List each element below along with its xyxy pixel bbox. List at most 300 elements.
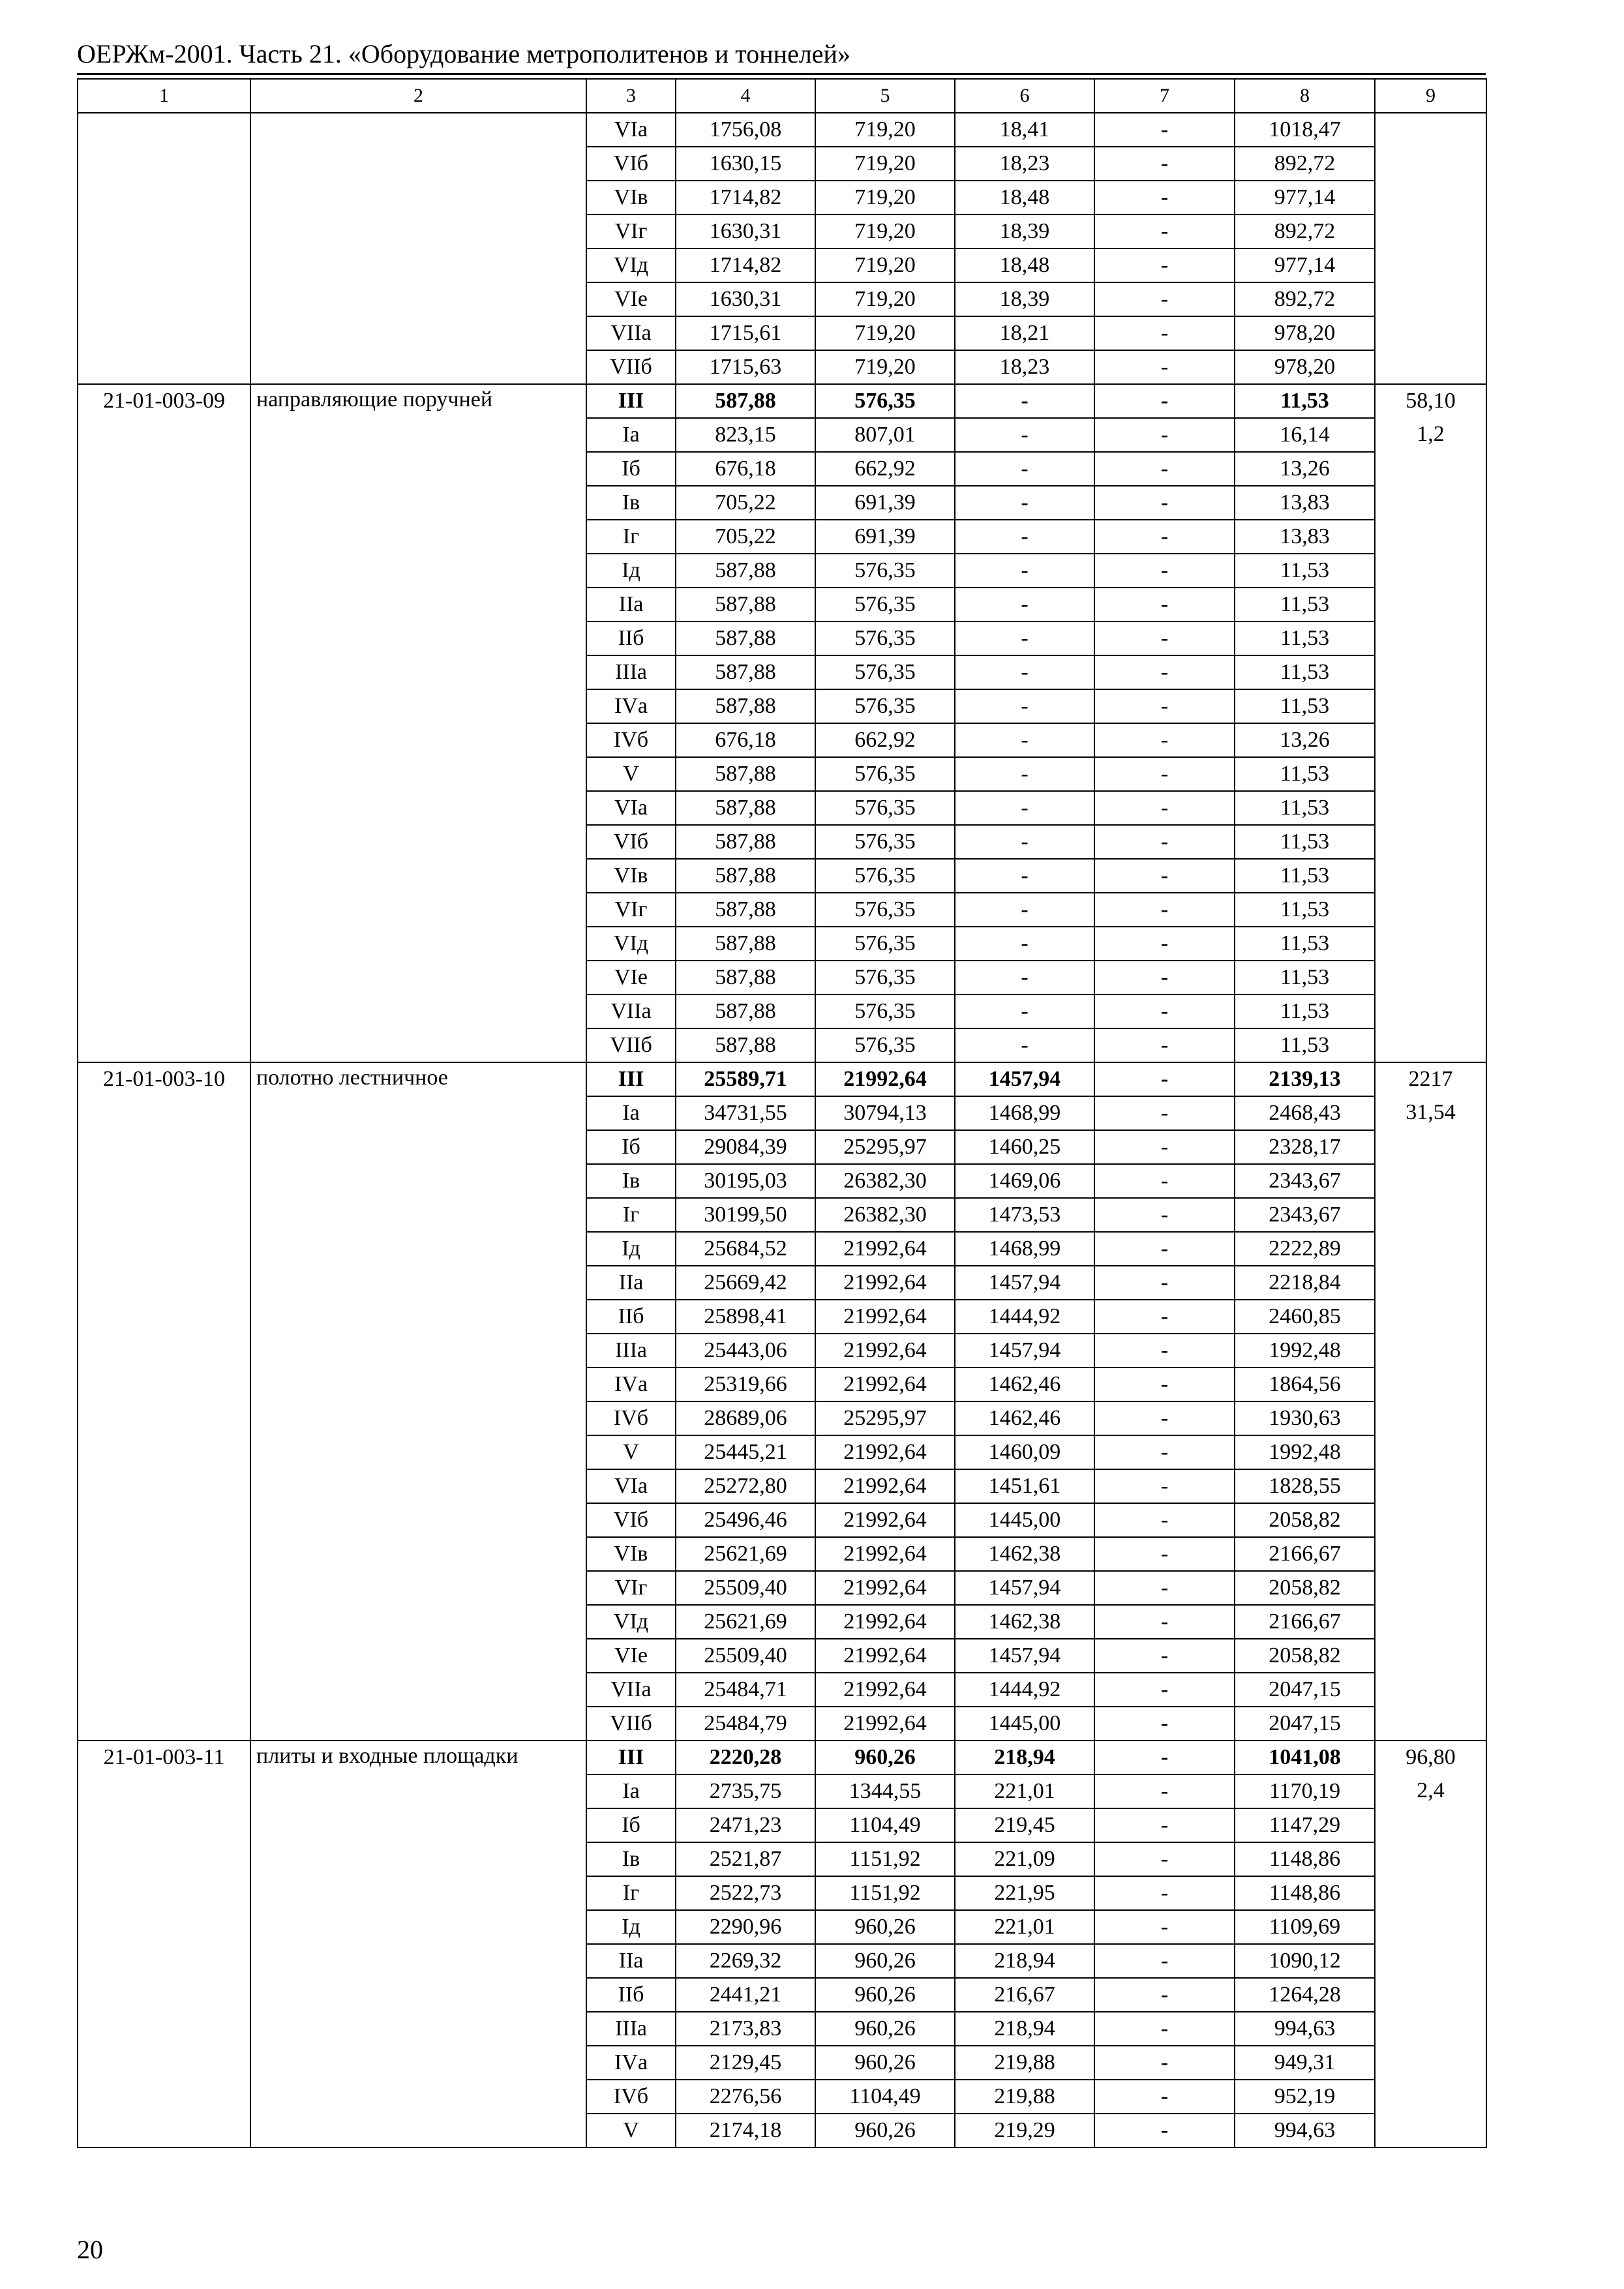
- value-cell: 21992,64: [815, 1469, 955, 1503]
- value-cell: -: [955, 791, 1094, 825]
- value-cell: 219,88: [955, 2080, 1094, 2114]
- zone-cell: III: [586, 1741, 676, 1774]
- value-cell: 2343,67: [1235, 1164, 1375, 1198]
- work-name-cell: плиты и входные площадки: [250, 1741, 586, 2147]
- table-row: [78, 1062, 1486, 1096]
- value-cell: 1109,69: [1235, 1910, 1375, 1944]
- zone-cell: IIа: [586, 1944, 676, 1978]
- column-header: 8: [1235, 79, 1375, 113]
- value-cell: 1828,55: [1235, 1469, 1375, 1503]
- value-cell: -: [1094, 1334, 1235, 1368]
- value-cell: -: [1094, 282, 1235, 316]
- value-cell: -: [1094, 1605, 1235, 1639]
- column-header: 3: [586, 79, 676, 113]
- value-cell: -: [955, 520, 1094, 554]
- value-cell: 1444,92: [955, 1300, 1094, 1334]
- value-cell: -: [1094, 384, 1235, 418]
- value-cell: 1104,49: [815, 2080, 955, 2114]
- zone-cell: VIIб: [586, 1028, 676, 1062]
- zone-cell: IVб: [586, 1401, 676, 1435]
- zone-cell: VIе: [586, 961, 676, 995]
- zone-cell: VIIа: [586, 316, 676, 350]
- work-name-cell: направляющие поручней: [250, 384, 586, 1062]
- value-cell: -: [1094, 655, 1235, 689]
- value-cell: 1457,94: [955, 1639, 1094, 1673]
- value-cell: 21992,64: [815, 1503, 955, 1537]
- value-cell: 576,35: [815, 384, 955, 418]
- value-cell: -: [1094, 113, 1235, 147]
- value-cell: 221,95: [955, 1876, 1094, 1910]
- value-cell: 1715,61: [676, 316, 815, 350]
- value-cell: 587,88: [676, 554, 815, 588]
- value-cell: 21992,64: [815, 1334, 955, 1368]
- value-cell: -: [955, 995, 1094, 1028]
- zone-cell: IVб: [586, 723, 676, 757]
- column-header: 6: [955, 79, 1094, 113]
- value-cell: 18,41: [955, 113, 1094, 147]
- zone-cell: VIв: [586, 859, 676, 893]
- value-cell: 2471,23: [676, 1808, 815, 1842]
- value-cell: 576,35: [815, 893, 955, 927]
- value-cell: -: [1094, 215, 1235, 248]
- value-cell: 1444,92: [955, 1673, 1094, 1707]
- value-cell: 11,53: [1235, 689, 1375, 723]
- value-cell: -: [1094, 2012, 1235, 2046]
- value-cell: 218,94: [955, 2012, 1094, 2046]
- zone-cell: IIIа: [586, 1334, 676, 1368]
- value-cell: 21992,64: [815, 1537, 955, 1571]
- value-cell: -: [955, 757, 1094, 791]
- value-cell: 2460,85: [1235, 1300, 1375, 1334]
- column-9-cell: [1375, 1062, 1486, 1741]
- value-cell: -: [1094, 1774, 1235, 1808]
- value-cell: 1344,55: [815, 1774, 955, 1808]
- value-cell: 18,23: [955, 350, 1094, 384]
- value-cell: -: [1094, 927, 1235, 961]
- value-cell: 25684,52: [676, 1232, 815, 1266]
- value-cell: 2058,82: [1235, 1571, 1375, 1605]
- value-cell: 576,35: [815, 791, 955, 825]
- zone-cell: VIд: [586, 248, 676, 282]
- document-header: ОЕРЖм-2001. Часть 21. «Оборудование метрополитенов и тоннелей»: [77, 39, 850, 68]
- value-cell: 21992,64: [815, 1266, 955, 1300]
- value-cell: 977,14: [1235, 248, 1375, 282]
- value-cell: -: [955, 825, 1094, 859]
- value-cell: -: [955, 1028, 1094, 1062]
- value-cell: -: [955, 384, 1094, 418]
- value-cell: 587,88: [676, 995, 815, 1028]
- value-cell: 2343,67: [1235, 1198, 1375, 1232]
- value-cell: 1041,08: [1235, 1741, 1375, 1774]
- value-cell: 978,20: [1235, 350, 1375, 384]
- value-cell: 1930,63: [1235, 1401, 1375, 1435]
- value-cell: -: [1094, 1130, 1235, 1164]
- zone-cell: VIа: [586, 791, 676, 825]
- value-cell: 25295,97: [815, 1130, 955, 1164]
- value-cell: 1473,53: [955, 1198, 1094, 1232]
- column-9-cell: [1375, 113, 1486, 384]
- value-cell: 587,88: [676, 621, 815, 655]
- value-cell: 576,35: [815, 927, 955, 961]
- column-header: 2: [250, 79, 586, 113]
- value-cell: 587,88: [676, 927, 815, 961]
- value-cell: 11,53: [1235, 655, 1375, 689]
- value-cell: 719,20: [815, 147, 955, 181]
- value-cell: -: [1094, 1096, 1235, 1130]
- value-cell: -: [1094, 350, 1235, 384]
- value-cell: 960,26: [815, 1978, 955, 2012]
- value-cell: 219,29: [955, 2114, 1094, 2147]
- rate-code-cell: 21-01-003-11: [78, 1741, 250, 2147]
- value-cell: 1457,94: [955, 1571, 1094, 1605]
- value-cell: -: [1094, 1741, 1235, 1774]
- value-cell: 1451,61: [955, 1469, 1094, 1503]
- column-9-value: 58,10: [1406, 389, 1456, 413]
- value-cell: 977,14: [1235, 181, 1375, 215]
- value-cell: 1018,47: [1235, 113, 1375, 147]
- column-header: 9: [1375, 79, 1486, 113]
- zone-cell: Iв: [586, 1842, 676, 1876]
- value-cell: 18,48: [955, 181, 1094, 215]
- value-cell: 2218,84: [1235, 1266, 1375, 1300]
- value-cell: 587,88: [676, 791, 815, 825]
- value-cell: 21992,64: [815, 1368, 955, 1401]
- value-cell: 2058,82: [1235, 1639, 1375, 1673]
- zone-cell: VIа: [586, 1469, 676, 1503]
- value-cell: -: [1094, 1469, 1235, 1503]
- value-cell: 2521,87: [676, 1842, 815, 1876]
- value-cell: -: [1094, 1842, 1235, 1876]
- value-cell: 25295,97: [815, 1401, 955, 1435]
- zone-cell: VIб: [586, 147, 676, 181]
- value-cell: 219,45: [955, 1808, 1094, 1842]
- value-cell: 960,26: [815, 2046, 955, 2080]
- value-cell: 21992,64: [815, 1605, 955, 1639]
- value-cell: 2735,75: [676, 1774, 815, 1808]
- value-cell: -: [1094, 1944, 1235, 1978]
- column-header: 5: [815, 79, 955, 113]
- value-cell: 18,23: [955, 147, 1094, 181]
- zone-cell: Iг: [586, 1198, 676, 1232]
- zone-cell: IVа: [586, 689, 676, 723]
- value-cell: 2222,89: [1235, 1232, 1375, 1266]
- zone-cell: Iв: [586, 486, 676, 520]
- zone-cell: Iг: [586, 520, 676, 554]
- rate-code-cell: [78, 113, 250, 384]
- value-cell: -: [1094, 588, 1235, 621]
- value-cell: -: [1094, 147, 1235, 181]
- value-cell: 994,63: [1235, 2114, 1375, 2147]
- zone-cell: Iд: [586, 1910, 676, 1944]
- value-cell: 949,31: [1235, 2046, 1375, 2080]
- value-cell: 13,83: [1235, 520, 1375, 554]
- value-cell: 576,35: [815, 588, 955, 621]
- rate-code-cell: 21-01-003-09: [78, 384, 250, 1062]
- zone-cell: VIIб: [586, 350, 676, 384]
- value-cell: 705,22: [676, 486, 815, 520]
- value-cell: 1992,48: [1235, 1334, 1375, 1368]
- value-cell: 2047,15: [1235, 1707, 1375, 1741]
- value-cell: 30794,13: [815, 1096, 955, 1130]
- zone-cell: VIд: [586, 927, 676, 961]
- value-cell: -: [1094, 1537, 1235, 1571]
- value-cell: 1445,00: [955, 1503, 1094, 1537]
- value-cell: -: [955, 689, 1094, 723]
- value-cell: 1714,82: [676, 248, 815, 282]
- column-header-row: [78, 79, 1486, 113]
- value-cell: 21992,64: [815, 1571, 955, 1605]
- value-cell: 1468,99: [955, 1096, 1094, 1130]
- value-cell: 21992,64: [815, 1673, 955, 1707]
- zone-cell: IVб: [586, 2080, 676, 2114]
- value-cell: 221,01: [955, 1774, 1094, 1808]
- value-cell: 29084,39: [676, 1130, 815, 1164]
- value-cell: 25443,06: [676, 1334, 815, 1368]
- value-cell: -: [1094, 486, 1235, 520]
- zone-cell: IIIа: [586, 2012, 676, 2046]
- value-cell: -: [955, 927, 1094, 961]
- value-cell: 960,26: [815, 1944, 955, 1978]
- value-cell: 960,26: [815, 1741, 955, 1774]
- table-row: [78, 384, 1486, 418]
- value-cell: 1457,94: [955, 1062, 1094, 1096]
- value-cell: 11,53: [1235, 893, 1375, 927]
- value-cell: -: [1094, 1368, 1235, 1401]
- value-cell: 587,88: [676, 961, 815, 995]
- value-cell: 576,35: [815, 1028, 955, 1062]
- zone-cell: Iб: [586, 1808, 676, 1842]
- column-9-value: 1,2: [1417, 421, 1445, 446]
- zone-cell: Iд: [586, 1232, 676, 1266]
- value-cell: 719,20: [815, 113, 955, 147]
- zone-cell: IIа: [586, 588, 676, 621]
- value-cell: -: [1094, 1028, 1235, 1062]
- value-cell: -: [1094, 2046, 1235, 2080]
- value-cell: -: [1094, 621, 1235, 655]
- value-cell: 25272,80: [676, 1469, 815, 1503]
- value-cell: -: [955, 554, 1094, 588]
- value-cell: 1151,92: [815, 1876, 955, 1910]
- value-cell: 11,53: [1235, 791, 1375, 825]
- column-header: 4: [676, 79, 815, 113]
- value-cell: -: [1094, 961, 1235, 995]
- value-cell: 221,01: [955, 1910, 1094, 1944]
- value-cell: 30195,03: [676, 1164, 815, 1198]
- table-row: [78, 113, 1486, 147]
- value-cell: 21992,64: [815, 1639, 955, 1673]
- value-cell: 1462,38: [955, 1537, 1094, 1571]
- table-body: [78, 79, 1486, 2147]
- value-cell: -: [1094, 1266, 1235, 1300]
- value-cell: 719,20: [815, 215, 955, 248]
- value-cell: -: [955, 859, 1094, 893]
- value-cell: 11,53: [1235, 1028, 1375, 1062]
- value-cell: 576,35: [815, 554, 955, 588]
- value-cell: 1151,92: [815, 1842, 955, 1876]
- value-cell: -: [1094, 1639, 1235, 1673]
- value-cell: -: [955, 961, 1094, 995]
- zone-cell: VIв: [586, 1537, 676, 1571]
- value-cell: 576,35: [815, 995, 955, 1028]
- value-cell: 807,01: [815, 418, 955, 452]
- value-cell: -: [955, 893, 1094, 927]
- value-cell: 18,21: [955, 316, 1094, 350]
- value-cell: 2468,43: [1235, 1096, 1375, 1130]
- value-cell: 26382,30: [815, 1198, 955, 1232]
- value-cell: 11,53: [1235, 588, 1375, 621]
- value-cell: 13,26: [1235, 723, 1375, 757]
- value-cell: 18,48: [955, 248, 1094, 282]
- value-cell: 11,53: [1235, 961, 1375, 995]
- value-cell: -: [955, 486, 1094, 520]
- value-cell: -: [1094, 1978, 1235, 2012]
- column-9-value: 31,54: [1406, 1100, 1456, 1124]
- column-9-cell: [1375, 1741, 1486, 2147]
- value-cell: 1460,25: [955, 1130, 1094, 1164]
- value-cell: 1714,82: [676, 181, 815, 215]
- zone-cell: IIб: [586, 1978, 676, 2012]
- value-cell: 892,72: [1235, 282, 1375, 316]
- value-cell: 11,53: [1235, 757, 1375, 791]
- value-cell: 2139,13: [1235, 1062, 1375, 1096]
- value-cell: -: [955, 418, 1094, 452]
- value-cell: 25589,71: [676, 1062, 815, 1096]
- value-cell: -: [1094, 1401, 1235, 1435]
- value-cell: 25509,40: [676, 1639, 815, 1673]
- zone-cell: Iб: [586, 452, 676, 486]
- value-cell: 1445,00: [955, 1707, 1094, 1741]
- value-cell: 978,20: [1235, 316, 1375, 350]
- value-cell: -: [1094, 181, 1235, 215]
- column-header: 1: [78, 79, 250, 113]
- zone-cell: VIа: [586, 113, 676, 147]
- value-cell: 21992,64: [815, 1300, 955, 1334]
- value-cell: -: [955, 655, 1094, 689]
- zone-cell: VIе: [586, 1639, 676, 1673]
- zone-cell: IIб: [586, 621, 676, 655]
- value-cell: 705,22: [676, 520, 815, 554]
- zone-cell: VIг: [586, 215, 676, 248]
- value-cell: 1148,86: [1235, 1842, 1375, 1876]
- value-cell: 11,53: [1235, 995, 1375, 1028]
- value-cell: 216,67: [955, 1978, 1094, 2012]
- value-cell: 576,35: [815, 757, 955, 791]
- value-cell: 11,53: [1235, 621, 1375, 655]
- column-9-cell: [1375, 384, 1486, 1062]
- value-cell: -: [955, 588, 1094, 621]
- value-cell: -: [1094, 2080, 1235, 2114]
- value-cell: 2173,83: [676, 2012, 815, 2046]
- value-cell: 587,88: [676, 689, 815, 723]
- value-cell: 2220,28: [676, 1741, 815, 1774]
- value-cell: -: [1094, 316, 1235, 350]
- zone-cell: VIд: [586, 1605, 676, 1639]
- column-9-value: 2217: [1408, 1067, 1453, 1091]
- value-cell: 1992,48: [1235, 1435, 1375, 1469]
- value-cell: -: [1094, 2114, 1235, 2147]
- value-cell: 28689,06: [676, 1401, 815, 1435]
- zone-cell: IIIа: [586, 655, 676, 689]
- value-cell: 34731,55: [676, 1096, 815, 1130]
- value-cell: 18,39: [955, 282, 1094, 316]
- value-cell: -: [1094, 1910, 1235, 1944]
- value-cell: -: [1094, 1062, 1235, 1096]
- value-cell: 676,18: [676, 723, 815, 757]
- value-cell: 1457,94: [955, 1334, 1094, 1368]
- value-cell: 2166,67: [1235, 1605, 1375, 1639]
- zone-cell: VIв: [586, 181, 676, 215]
- value-cell: 11,53: [1235, 825, 1375, 859]
- value-cell: 952,19: [1235, 2080, 1375, 2114]
- value-cell: 576,35: [815, 689, 955, 723]
- value-cell: 576,35: [815, 825, 955, 859]
- value-cell: 11,53: [1235, 384, 1375, 418]
- value-cell: -: [1094, 418, 1235, 452]
- value-cell: 1462,38: [955, 1605, 1094, 1639]
- value-cell: 1147,29: [1235, 1808, 1375, 1842]
- value-cell: 2441,21: [676, 1978, 815, 2012]
- value-cell: 11,53: [1235, 554, 1375, 588]
- value-cell: 11,53: [1235, 859, 1375, 893]
- value-cell: 25898,41: [676, 1300, 815, 1334]
- value-cell: 25669,42: [676, 1266, 815, 1300]
- value-cell: 25484,79: [676, 1707, 815, 1741]
- value-cell: -: [1094, 1571, 1235, 1605]
- zone-cell: VIб: [586, 825, 676, 859]
- zone-cell: VIб: [586, 1503, 676, 1537]
- value-cell: 21992,64: [815, 1435, 955, 1469]
- value-cell: 1756,08: [676, 113, 815, 147]
- value-cell: -: [1094, 1503, 1235, 1537]
- work-name-cell: [250, 113, 586, 384]
- zone-cell: Iд: [586, 554, 676, 588]
- value-cell: 662,92: [815, 723, 955, 757]
- value-cell: 719,20: [815, 316, 955, 350]
- zone-cell: IVа: [586, 2046, 676, 2080]
- zone-cell: III: [586, 1062, 676, 1096]
- work-name-cell: полотно лестничное: [250, 1062, 586, 1741]
- value-cell: 26382,30: [815, 1164, 955, 1198]
- value-cell: 13,26: [1235, 452, 1375, 486]
- zone-cell: V: [586, 1435, 676, 1469]
- value-cell: 587,88: [676, 825, 815, 859]
- value-cell: -: [1094, 452, 1235, 486]
- value-cell: -: [1094, 520, 1235, 554]
- value-cell: 25319,66: [676, 1368, 815, 1401]
- zone-cell: VIIа: [586, 995, 676, 1028]
- value-cell: 719,20: [815, 350, 955, 384]
- value-cell: 719,20: [815, 181, 955, 215]
- value-cell: 218,94: [955, 1944, 1094, 1978]
- value-cell: 1264,28: [1235, 1978, 1375, 2012]
- value-cell: -: [1094, 1435, 1235, 1469]
- value-cell: 219,88: [955, 2046, 1094, 2080]
- value-cell: 11,53: [1235, 927, 1375, 961]
- value-cell: -: [1094, 1876, 1235, 1910]
- price-table: [77, 78, 1487, 2148]
- zone-cell: Iб: [586, 1130, 676, 1164]
- zone-cell: VIг: [586, 893, 676, 927]
- value-cell: -: [1094, 893, 1235, 927]
- value-cell: 892,72: [1235, 147, 1375, 181]
- zone-cell: VIIа: [586, 1673, 676, 1707]
- value-cell: -: [1094, 248, 1235, 282]
- value-cell: 2047,15: [1235, 1673, 1375, 1707]
- value-cell: -: [1094, 1300, 1235, 1334]
- value-cell: 960,26: [815, 1910, 955, 1944]
- zone-cell: Iа: [586, 418, 676, 452]
- value-cell: 16,14: [1235, 418, 1375, 452]
